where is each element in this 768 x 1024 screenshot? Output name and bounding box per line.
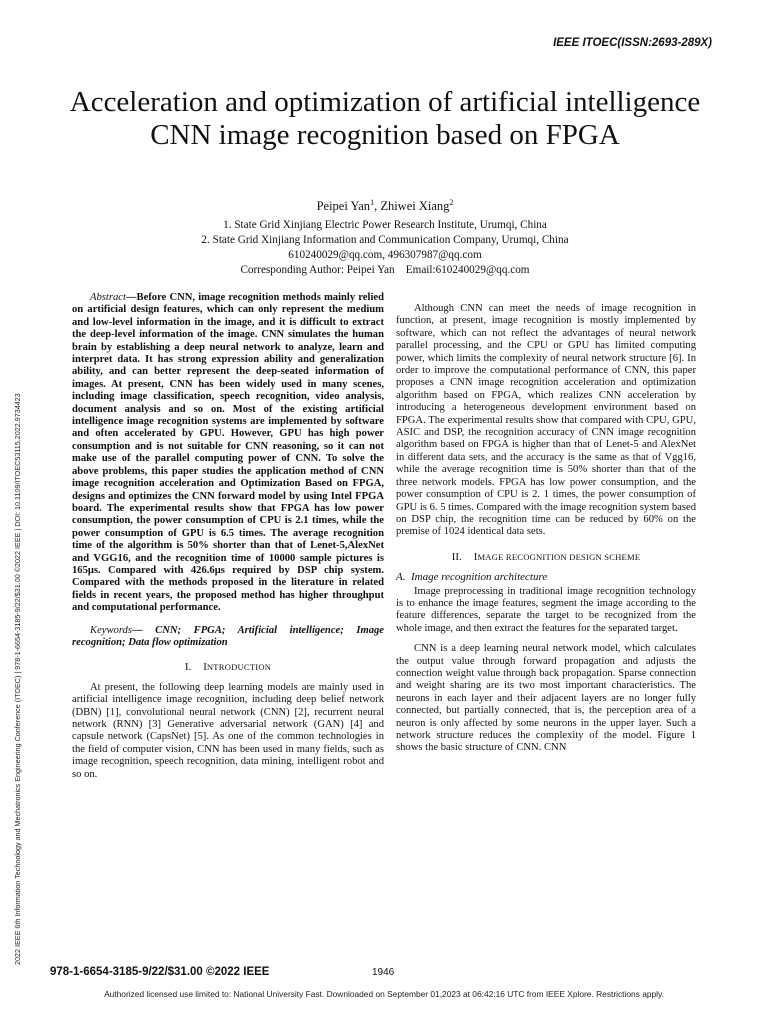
- author-2-sup: 2: [449, 197, 454, 207]
- subsection-a-heading: A. Image recognition architecture: [396, 571, 548, 584]
- left-column: [72, 292, 384, 781]
- affiliation-1: 1. State Grid Xinjiang Electric Power Research Institute, Urumqi, China: [223, 219, 547, 231]
- paper-title: Acceleration and optimization of artificial intelligence CNN image recognition based on FPGA: [69, 86, 701, 151]
- abstract: [72, 292, 384, 615]
- section-2-heading: [396, 551, 696, 563]
- keywords: [72, 625, 384, 650]
- keywords-lead: Keywords: [90, 624, 132, 636]
- author-names: [80, 199, 690, 214]
- footer-isbn: 978-1-6654-3185-9/22/$31.00 ©2022 IEEE: [50, 966, 270, 978]
- intro-paragraph-2: Although CNN can meet the needs of image recognition in function, at present, image recognition is mostly implemented by software, which can not reflect the advantages of neural network parallel processing, and the CPU or GPU has limited computing power, which limits the complexity of neural network structure [6]. In order to improve the computational performance of CNN, this paper proposes a CNN image recognition acceleration and optimization algorithm based on FPGA, which realizes CNN acceleration by introducing a heterogeneous development environment based on FPGA. The experimental results show that compared with CPU, GPU, ASIC and DSP, the recognition accuracy of CNN image recognition algorithm based on FPGA is higher than that of Lenet-5 and AlexNet in different data sets, and the accuracy is the same as that of Vgg16, while the average recognition time is 50% shorter than that of the three network models. FPGA has low power consumption, and the power consumption of CPU is 2. 1 times, the power consumption of GPU is 6. 5 times. Compared with the image recognition system based on DSP chip, the recognition time can be reduced by 60% on the premise of 1024 identical data sets.: [396, 303, 696, 538]
- paragraph-gap: [396, 635, 696, 643]
- intro-paragraph-1: At present, the following deep learning models are mainly used in artificial intelligence image recognition, including deep belief network (DBN) [1], convolutional neural network (CNN) [2], recurrent neural network (RNN) [3] Generative adversarial network (GAN) [4] and capsule network (CapsNet) [5]. As one of the common technologies in the field of computer vision, CNN has been used in many fields, such as image recognition, speech recognition, data mining, intelligent robot and so on.: [72, 681, 384, 780]
- sidebar-citation-text: 2022 IEEE 6th Information Technology and Mechatronics Engineering Conference (ITOEC) | 978-1-6654-3185-9/22/$31.00 ©2022 IEEE | DOI: 10.1109/ITOEC53115.2022.9734423: [13, 393, 22, 965]
- keywords-text: — CNN; FPGA; Artificial intelligence; Image recognition; Data flow optimization: [72, 624, 384, 648]
- author-2: Zhiwei Xiang: [380, 199, 450, 213]
- section-2-paragraph-1: Image preprocessing in traditional image recognition technology is to enhance the image features, segment the image according to the feature differences, separate the target to be recognized from the whole image, and then extract the features for the separated target.: [396, 585, 696, 634]
- section-2-paragraph-2: CNN is a deep learning neural network model, which calculates the output value through forward propagation and adjusts the connection weight value through back propagation. Sparse connection and weight sharing are its two most important characteristics. The neurons in each layer and their adjacent layers are no longer fully connected, but partially connected, that is, the perception area of a neuron is only affected by some neurons in the upper layer. Such a network structure reduces the complexity of the model. Figure 1 shows the basic structure of CNN. CNN: [396, 643, 696, 754]
- author-emails: 610240029@qq.com, 496307987@qq.com: [288, 249, 482, 261]
- abstract-text: —Before CNN, image recognition methods mainly relied on artificial design features, which can only represent the medium and low-level information in the image, and it is difficult to extract the deep-level information of the image. CNN simulates the human brain by establishing a deep neural network to analyze, learn and interpret data. It has strong expression ability and generalization ability, and can better represent the deep-seated information of images. At present, CNN has been widely used in many scenes, including image classification, speech recognition, video analysis, document analysis and so on. Most of the existing artificial intelligence image recognition systems are implemented by software and often accelerated by GPU. However, GPU has high power consumption and is not suitable for CNN reasoning, so it can not make use of the parallel computing power of CNN. To solve the above problems, this paper studies the application method of CNN image recognition acceleration and Optimization Based on FPGA, designs and optimizes the CNN forward model by using Intel FPGA board. The experimental results show that FPGA has low power consumption, the power consumption of CPU is 2.1 times, while the power consumption of GPU is 6.5 times. The average recognition time of the algorithm is 50% shorter than that of Lenet-5,AlexNet and VGG16, and the recognition time of 10000 sample pictures is 165μs. Compared with 426.6μs required by DSP chip system. Compared with the methods proposed in the literature in related fields in recent years, the proposed method has higher throughput and computational performance.: [72, 292, 384, 614]
- section-2-first-letter: I: [473, 550, 478, 563]
- section-2-number: II.: [451, 550, 462, 563]
- affiliation-2: 2. State Grid Xinjiang Information and Communication Company, Urumqi, China: [201, 234, 569, 246]
- authors-block: [80, 199, 690, 278]
- section-1-heading: [72, 661, 384, 673]
- section-1-number: I.: [184, 661, 192, 674]
- section-1-first-letter: I: [203, 661, 207, 674]
- license-notice: Authorized licensed use limited to: National University Fast. Downloaded on September 01,2023 at 06:42:16 UTC from IEEE Xplore. Restrictions apply.: [104, 989, 664, 999]
- journal-header: IEEE ITOEC(ISSN:2693-289X): [553, 37, 712, 49]
- author-1-sup: 1: [370, 197, 375, 207]
- section-1-title-rest: NTRODUCTION: [206, 662, 272, 673]
- page-number: 1946: [372, 967, 395, 978]
- section-2-title-rest: MAGE RECOGNITION DESIGN SCHEME: [477, 551, 641, 562]
- abstract-lead: Abstract: [90, 292, 126, 303]
- author-separator: ,: [374, 199, 381, 213]
- right-column: [396, 303, 696, 755]
- author-1: Peipei Yan: [316, 199, 371, 213]
- corresponding-author: Corresponding Author: Peipei Yan Email:610240029@qq.com: [240, 264, 530, 276]
